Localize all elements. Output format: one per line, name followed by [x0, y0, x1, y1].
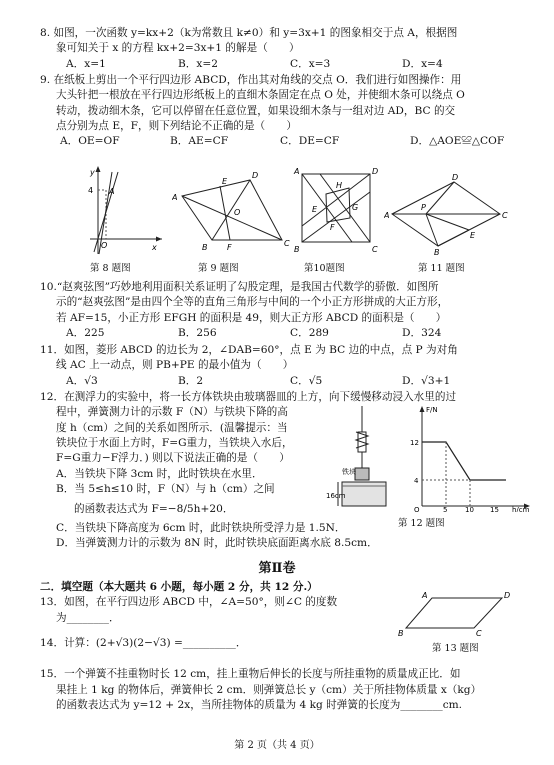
fig9-e-label: E — [222, 177, 228, 186]
fig10-a-label: A — [294, 167, 300, 176]
q12-option-d: D．当弹簧测力计的示数为 8N 时，此时铁块底面距离水底 8.5cm． — [56, 537, 378, 550]
fig13-d-label: D — [504, 591, 511, 600]
q11-option-c: C．√5 — [290, 374, 323, 387]
q8-option-b: B．x=2 — [178, 57, 218, 70]
q9-options — [40, 134, 518, 149]
fig8-y-label: y — [90, 168, 95, 177]
figure-9 — [172, 168, 292, 254]
fig11-p-label: P — [421, 203, 426, 212]
q10-option-a: A．225 — [66, 327, 105, 340]
q11-line1: 11．如图，菱形 ABCD 的边长为 2，∠DAB=60°，点 E 为 BC 边的中点，点 P 为对角 — [40, 344, 458, 356]
caption-fig9: 第 9 题图 — [198, 263, 239, 274]
q13-line1: 13．如图，在平行四边形 ABCD 中，∠A=50°，则∠C 的度数 — [40, 596, 338, 609]
section-2-heading: 二．填空题（本大题共 6 小题，每小题 2 分，共 12 分.） — [40, 581, 318, 593]
fig10-h-label: H — [336, 181, 343, 190]
fig12-h-axis-label: h/cm — [512, 506, 530, 512]
fig10-d-label: D — [372, 167, 379, 176]
caption-fig10: 第10题图 — [304, 263, 345, 274]
fig11-c-label: C — [502, 211, 508, 220]
q9-line3: 转动，拨动细木条，它可以停留在任意位置，如果设细木条与一组对边 AD，BC 的交 — [56, 104, 456, 117]
q8-option-c: C．x=3 — [290, 57, 331, 70]
fig12-10-label: 10 — [465, 506, 474, 512]
q10-line3: 若 AF=15，小正方形 EFGH 的面积是 49，则大正方形 ABCD 的面积是（ ） — [56, 311, 447, 324]
caption-fig12: 第 12 题图 — [398, 518, 445, 529]
q9-line1: 9. 在纸板上剪出一个平行四边形 ABCD，作出其对角线的交点 O．我们进行如图操作：用 — [40, 74, 462, 86]
fig13-a-label: A — [422, 591, 428, 600]
q10-options — [40, 326, 518, 341]
fig12-12-label: 12 — [410, 439, 419, 447]
fig9-f-label: F — [227, 243, 232, 252]
q10-option-c: C．289 — [290, 327, 329, 340]
q12-line2: 程中，弹簧测力计的示数 F（N）与铁块下降的高 — [56, 406, 288, 419]
caption-fig11: 第 11 题图 — [418, 263, 465, 274]
q9-option-d: D．△AOE≌△COF — [410, 135, 505, 148]
question-9 — [40, 73, 518, 150]
page-footer: 第 2 页（共 4 页） — [234, 740, 320, 751]
fig8-o-label: O — [101, 241, 108, 250]
q11-option-d: D．√3+1 — [402, 374, 451, 387]
fig10-c-label: C — [372, 245, 378, 254]
fig10-e-label: E — [312, 205, 318, 214]
fig12-16cm-label: 16cm — [326, 492, 346, 500]
fig13-c-label: C — [476, 629, 482, 638]
fig8-a-label: A — [109, 187, 115, 196]
q12-line3: 度 h（cm）之间的关系如图所示．(温馨提示：当 — [56, 421, 288, 434]
question-8 — [40, 26, 518, 72]
q10-line2: 示的“赵爽弦图”是由四个全等的直角三角形与中间的一个小正方形拼成的大正方形， — [56, 296, 449, 309]
fig11-b-label: B — [434, 248, 440, 256]
q8-options — [40, 57, 518, 72]
fig10-f-label: F — [330, 223, 335, 232]
fig9-b-label: B — [202, 243, 208, 252]
fig8-four-label: 4 — [88, 186, 94, 195]
q9-option-a: A．OE=OF — [60, 135, 120, 148]
figure-13 — [398, 588, 518, 638]
question-10 — [40, 280, 518, 341]
fig8-x-label: x — [152, 243, 157, 252]
question-14: 14．计算：(2+√3)(2−√3) =__________． — [40, 637, 247, 650]
fig12-iron-label: 铁块 — [342, 468, 356, 476]
figure-10 — [292, 166, 380, 256]
q13-line2: 为________． — [56, 611, 120, 624]
fig9-o-label: O — [234, 208, 241, 217]
q8-line1: 8. 如图，一次函数 y=kx+2（k为常数且 k≠0）和 y=3x+1 的图象相交于点 A，根据图 — [40, 27, 458, 39]
fig12-f-axis-label: F/N — [426, 406, 438, 414]
fig12-origin-label: O — [414, 506, 420, 512]
fig11-a-label: A — [384, 211, 390, 220]
figure-8 — [88, 164, 164, 256]
q12-option-a: A．当铁块下降 3cm 时，此时铁块在水里． — [56, 467, 263, 480]
q12-line5: F=G重力−F浮力．) 则以下说法正确的是（ ） — [56, 452, 290, 465]
fig9-c-label: C — [284, 239, 290, 248]
q12-line4: 铁块位于水面上方时，F=G重力，当铁块入水后， — [56, 437, 293, 450]
q11-option-a: A．√3 — [66, 374, 98, 387]
q15-line1: 15．一个弹簧不挂重物时长 12 cm，挂上重物后伸长的长度与所挂重物的质量成正比．如 — [40, 668, 461, 681]
q10-line1: 10.“赵爽弦图”巧妙地利用面积关系证明了勾股定理，是我国古代数学的骄傲．如图所 — [40, 281, 439, 293]
fig12-5-label: 5 — [443, 506, 448, 512]
q11-option-b: B．2 — [178, 374, 204, 387]
q12-option-b-formula: 的函数表达式为 F=−8/5h+20． — [74, 502, 234, 515]
q12-option-c: C．当铁块下降高度为 6cm 时，此时铁块所受浮力是 1.5N． — [56, 521, 346, 534]
q11-options — [40, 374, 518, 389]
figure-11 — [384, 172, 510, 256]
q9-option-c: C．DE=CF — [280, 135, 340, 148]
q8-option-a: A．x=1 — [66, 57, 106, 70]
q8-line2: 象可知关于 x 的方程 kx+2=3x+1 的解是（ ） — [56, 42, 300, 55]
q10-option-b: B．256 — [178, 327, 217, 340]
fig11-d-label: D — [452, 173, 459, 182]
q9-line2: 大头针把一根放在平行四边形纸板上的直细木条固定在点 O 处，并使细木条可以绕点 O — [56, 89, 465, 102]
fig11-e-label: E — [470, 231, 476, 240]
fig13-b-label: B — [398, 629, 404, 638]
fig9-d-label: D — [252, 171, 259, 180]
q9-option-b: B．AE=CF — [170, 135, 229, 148]
caption-fig8: 第 8 题图 — [90, 263, 131, 274]
fig9-a-label: A — [172, 193, 178, 202]
q11-line2: 线 AC 上一动点，则 PB+PE 的最小值为（ ） — [56, 359, 294, 372]
q10-option-d: D．324 — [402, 327, 442, 340]
part-2-heading: 第Ⅱ卷 — [258, 561, 296, 576]
q12-line1: 12．在测浮力的实验中，将一长方体铁块由玻璃器皿的上方，向下缓慢移动浸入水里的过 — [40, 391, 457, 403]
q15-line3: 的函数表达式为 y=12 + 2x，当所挂物体的质量为 4 kg 时弹簧的长度为________cm. — [56, 699, 463, 712]
figure-12 — [326, 402, 536, 512]
fig10-g-label: G — [352, 203, 359, 212]
caption-fig13: 第 13 题图 — [432, 643, 479, 654]
q9-line4: 点分别为点 E，F，则下列结论不正确的是（ ） — [56, 120, 297, 133]
q15-line2: 果挂上 1 kg 的物体后，弹簧伸长 2 cm．则弹簧总长 y（cm）关于所挂物体质量 x（kg） — [56, 683, 482, 696]
fig12-4-label: 4 — [414, 477, 419, 485]
q8-option-d: D．x=4 — [402, 57, 443, 70]
q12-option-b: B．当 5≤h≤10 时，F（N）与 h（cm）之间 — [56, 483, 275, 496]
fig12-15-label: 15 — [490, 506, 499, 512]
question-11 — [40, 343, 518, 389]
fig10-b-label: B — [294, 245, 300, 254]
